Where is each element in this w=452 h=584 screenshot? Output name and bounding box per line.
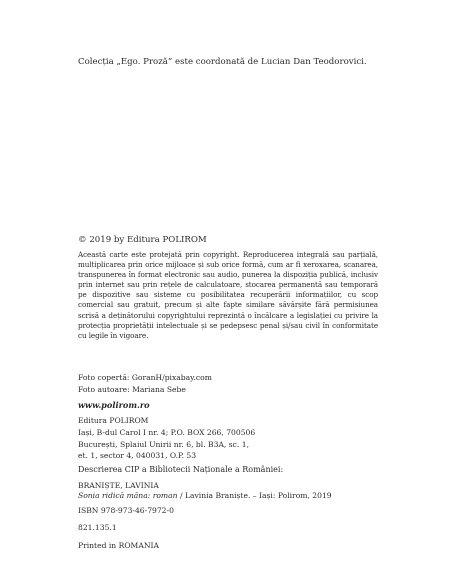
- series-note: Colecția „Ego. Proză” este coordonată de Lucian Dan Teodorovici.: [78, 57, 367, 67]
- publisher-website: www.polirom.ro: [78, 400, 150, 410]
- address-bucuresti: București, Splaiul Unirii nr. 6, bl. B3A, sc. 1,: [78, 439, 249, 449]
- cip-book-entry: [78, 490, 378, 502]
- book-details: / Lavinia Braniște. – Iași: Polirom, 2019: [177, 491, 332, 500]
- address-bucuresti-2: et. 1, sector 4, 040031, O.P. 53: [78, 451, 197, 461]
- isbn: ISBN 978-973-46-7972-0: [78, 506, 174, 515]
- publisher-address: [78, 415, 378, 462]
- legal-notice: Această carte este protejată prin copyright. Reproducerea integrală sau parțială, multiplicarea prin orice mijloace și sub orice formă, cum ar fi xeroxarea, scanarea, transpunerea în format electronic sau audio, punerea la dispoziția publică, inclusiv prin internet sau prin rețele de calculatoare, stocarea permanentă sau temporară pe dispozitive sau sisteme cu posibilitatea recuperării informațiilor, cu scop comercial sau gratuit, precum și alte fapte similare săvârșite fără permisiunea scrisă a deținătorului copyrightului reprezintă o încălcare a legislației cu privire la protecția proprietății intelectuale și se pedepsesc penal și/sau civil în conformitate cu legile în vigoare.: [78, 250, 378, 340]
- book-title: Sonia ridică mâna: roman: [78, 491, 178, 500]
- copyright-line: © 2019 by Editura POLIROM: [78, 235, 207, 245]
- author-photo-credit: Foto autoare: Mariana Sebe: [78, 384, 186, 394]
- printed-in: Printed in ROMANIA: [78, 541, 159, 550]
- cip-title: Descrierea CIP a Bibliotecii Naționale a României:: [78, 465, 284, 474]
- cip-author: BRANIȘTE, LAVINIA: [78, 481, 159, 490]
- publisher-name: Editura POLIROM: [78, 416, 149, 425]
- udc-code: 821.135.1: [78, 523, 117, 532]
- photo-credits: [78, 372, 378, 395]
- cover-photo-credit: Foto copertă: GoranH/pixabay.com: [78, 373, 212, 382]
- address-iasi: Iași, B-dul Carol I nr. 4; P.O. BOX 266, 700506: [78, 427, 256, 437]
